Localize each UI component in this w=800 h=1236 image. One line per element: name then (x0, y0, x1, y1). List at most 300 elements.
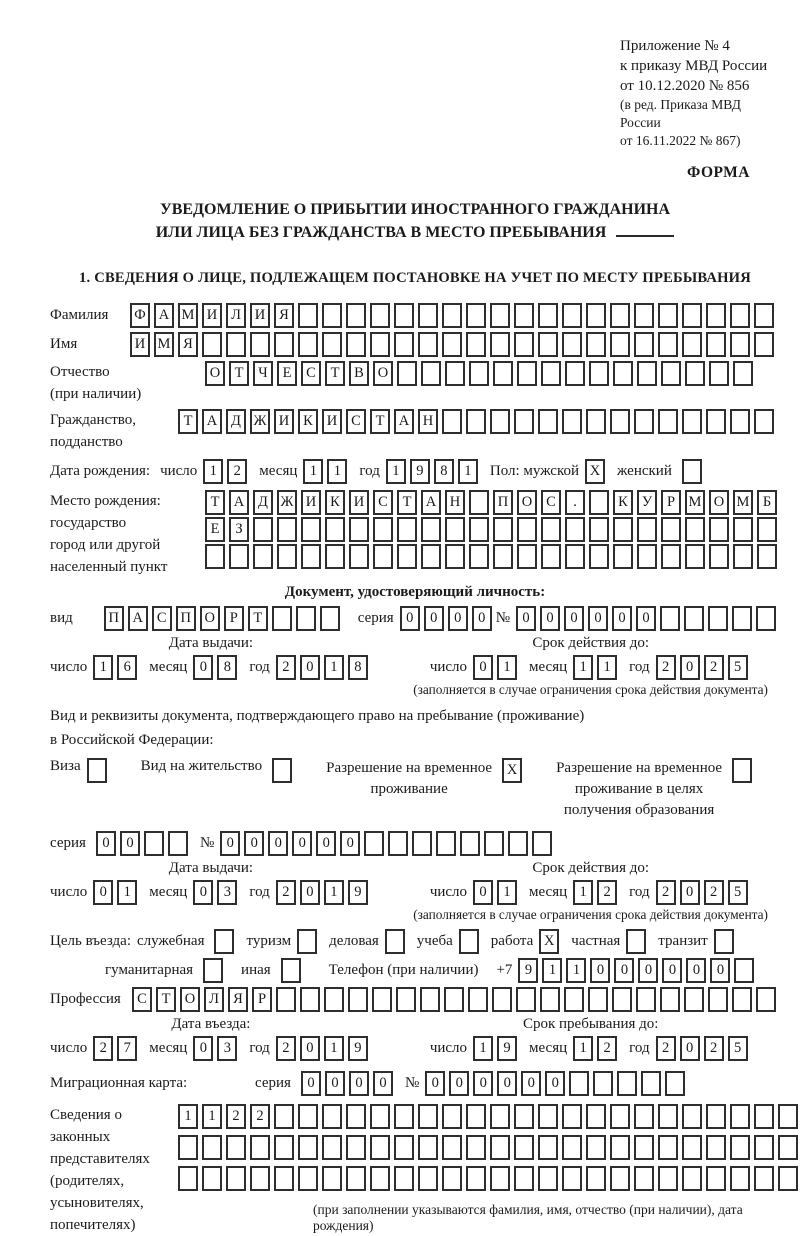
birthplace-cell[interactable] (757, 544, 777, 569)
firstname-cell[interactable] (442, 332, 462, 357)
surname-cell[interactable] (634, 303, 654, 328)
citizenship-cell[interactable]: Д (226, 409, 246, 434)
patronymic-cell[interactable]: Т (229, 361, 249, 386)
representative-cell[interactable] (682, 1166, 702, 1191)
firstname-cell[interactable] (658, 332, 678, 357)
firstname-cell[interactable] (562, 332, 582, 357)
citizenship-cell[interactable] (562, 409, 582, 434)
permit-series-cell[interactable] (144, 831, 164, 856)
representative-cell[interactable] (562, 1166, 582, 1191)
permit-issue-day-cell[interactable]: 0 (93, 880, 113, 905)
surname-cell[interactable] (442, 303, 462, 328)
representative-cell[interactable] (586, 1135, 606, 1160)
profession-cell[interactable] (564, 987, 584, 1012)
birthplace-cell[interactable]: И (349, 490, 369, 515)
representative-cell[interactable] (706, 1166, 726, 1191)
firstname-cell[interactable] (418, 332, 438, 357)
migration-number-cell[interactable] (569, 1071, 589, 1096)
birthplace-cell[interactable]: О (517, 490, 537, 515)
doc-number-cell[interactable]: 0 (564, 606, 584, 631)
permit-issue-year-cell[interactable]: 2 (276, 880, 296, 905)
citizenship-cell[interactable] (466, 409, 486, 434)
profession-cell[interactable]: Р (252, 987, 272, 1012)
birthplace-cell[interactable] (469, 490, 489, 515)
citizenship-cell[interactable] (730, 409, 750, 434)
stay-month-cell[interactable]: 1 (573, 1036, 593, 1061)
official-checkbox[interactable] (214, 929, 234, 954)
birth-year-cell[interactable]: 8 (434, 459, 454, 484)
birthplace-cell[interactable]: О (709, 490, 729, 515)
birthplace-cell[interactable]: Б (757, 490, 777, 515)
surname-cell[interactable] (370, 303, 390, 328)
stay-year-cell[interactable]: 2 (656, 1036, 676, 1061)
representative-cell[interactable] (370, 1135, 390, 1160)
profession-cell[interactable] (660, 987, 680, 1012)
firstname-cell[interactable] (610, 332, 630, 357)
firstname-cell[interactable] (202, 332, 222, 357)
firstname-cell[interactable] (706, 332, 726, 357)
issue-day-cell[interactable]: 1 (93, 655, 113, 680)
profession-cell[interactable]: Я (228, 987, 248, 1012)
firstname-cell[interactable] (754, 332, 774, 357)
migration-number-cell[interactable]: 0 (521, 1071, 541, 1096)
birthplace-cell[interactable] (349, 544, 369, 569)
birthplace-cell[interactable]: Д (253, 490, 273, 515)
doc-number-cell[interactable]: 0 (516, 606, 536, 631)
doc-number-cell[interactable] (708, 606, 728, 631)
representative-cell[interactable] (346, 1166, 366, 1191)
permit-number-cell[interactable] (412, 831, 432, 856)
doc-series-cell[interactable]: 0 (472, 606, 492, 631)
doc-number-cell[interactable] (684, 606, 704, 631)
entry-day-cell[interactable]: 7 (117, 1036, 137, 1061)
birthplace-cell[interactable]: Е (205, 517, 225, 542)
profession-cell[interactable] (708, 987, 728, 1012)
male-checkbox[interactable]: X (585, 459, 605, 484)
birth-year-cell[interactable]: 9 (410, 459, 430, 484)
surname-cell[interactable]: И (250, 303, 270, 328)
firstname-cell[interactable] (346, 332, 366, 357)
permit-series-cell[interactable] (168, 831, 188, 856)
surname-cell[interactable] (346, 303, 366, 328)
surname-cell[interactable] (394, 303, 414, 328)
issue-year-cell[interactable]: 2 (276, 655, 296, 680)
birth-year-cell[interactable]: 1 (458, 459, 478, 484)
patronymic-cell[interactable] (541, 361, 561, 386)
surname-cell[interactable] (754, 303, 774, 328)
firstname-cell[interactable] (394, 332, 414, 357)
birthplace-cell[interactable] (709, 544, 729, 569)
birthplace-cell[interactable] (421, 517, 441, 542)
migration-number-cell[interactable]: 0 (425, 1071, 445, 1096)
representative-cell[interactable] (442, 1166, 462, 1191)
work-checkbox[interactable]: X (539, 929, 559, 954)
representative-cell[interactable] (346, 1135, 366, 1160)
firstname-cell[interactable] (490, 332, 510, 357)
birthplace-cell[interactable] (373, 517, 393, 542)
representative-cell[interactable] (490, 1135, 510, 1160)
migration-number-cell[interactable]: 0 (473, 1071, 493, 1096)
birthplace-cell[interactable] (541, 517, 561, 542)
representative-cell[interactable] (586, 1166, 606, 1191)
issue-year-cell[interactable]: 0 (300, 655, 320, 680)
representative-cell[interactable] (394, 1135, 414, 1160)
birthplace-cell[interactable] (277, 517, 297, 542)
representative-cell[interactable] (418, 1135, 438, 1160)
surname-cell[interactable]: М (178, 303, 198, 328)
citizenship-cell[interactable]: Ж (250, 409, 270, 434)
issue-day-cell[interactable]: 6 (117, 655, 137, 680)
doc-number-cell[interactable] (660, 606, 680, 631)
representative-cell[interactable] (370, 1104, 390, 1129)
migration-number-cell[interactable] (665, 1071, 685, 1096)
doc-type-cell[interactable] (272, 606, 292, 631)
representative-cell[interactable] (658, 1135, 678, 1160)
birthplace-cell[interactable]: Т (205, 490, 225, 515)
doc-series-cell[interactable]: 0 (400, 606, 420, 631)
permit-expiry-year-cell[interactable]: 2 (656, 880, 676, 905)
citizenship-cell[interactable] (442, 409, 462, 434)
birthplace-cell[interactable] (733, 517, 753, 542)
representative-cell[interactable] (274, 1104, 294, 1129)
surname-cell[interactable] (538, 303, 558, 328)
phone-digit-cell[interactable]: 0 (614, 958, 634, 983)
doc-type-cell[interactable] (320, 606, 340, 631)
permit-number-cell[interactable]: 0 (244, 831, 264, 856)
permit-expiry-year-cell[interactable]: 0 (680, 880, 700, 905)
doc-number-cell[interactable]: 0 (636, 606, 656, 631)
birthplace-cell[interactable] (301, 517, 321, 542)
patronymic-cell[interactable] (709, 361, 729, 386)
stay-year-cell[interactable]: 0 (680, 1036, 700, 1061)
surname-cell[interactable]: Л (226, 303, 246, 328)
citizenship-cell[interactable]: А (202, 409, 222, 434)
birth-day-cell[interactable]: 2 (227, 459, 247, 484)
birthplace-cell[interactable] (613, 544, 633, 569)
profession-cell[interactable] (300, 987, 320, 1012)
profession-cell[interactable] (372, 987, 392, 1012)
birthplace-cell[interactable] (613, 517, 633, 542)
representative-cell[interactable] (466, 1166, 486, 1191)
profession-cell[interactable] (732, 987, 752, 1012)
patronymic-cell[interactable] (637, 361, 657, 386)
surname-cell[interactable] (730, 303, 750, 328)
permit-issue-year-cell[interactable]: 0 (300, 880, 320, 905)
representative-cell[interactable] (754, 1104, 774, 1129)
representative-cell[interactable] (202, 1166, 222, 1191)
birthplace-cell[interactable] (205, 544, 225, 569)
permit-issue-year-cell[interactable]: 1 (324, 880, 344, 905)
surname-cell[interactable] (562, 303, 582, 328)
phone-digit-cell[interactable]: 0 (710, 958, 730, 983)
birthplace-cell[interactable] (661, 517, 681, 542)
representative-cell[interactable] (610, 1104, 630, 1129)
residence-permit-checkbox[interactable] (272, 758, 292, 783)
expiry-year-cell[interactable]: 2 (704, 655, 724, 680)
doc-type-cell[interactable]: А (128, 606, 148, 631)
profession-cell[interactable] (516, 987, 536, 1012)
phone-digit-cell[interactable]: 9 (518, 958, 538, 983)
profession-cell[interactable] (324, 987, 344, 1012)
profession-cell[interactable] (420, 987, 440, 1012)
doc-number-cell[interactable]: 0 (540, 606, 560, 631)
representative-cell[interactable] (178, 1135, 198, 1160)
patronymic-cell[interactable] (493, 361, 513, 386)
representative-cell[interactable] (274, 1135, 294, 1160)
permit-expiry-year-cell[interactable]: 5 (728, 880, 748, 905)
temp-permit-checkbox[interactable]: X (502, 758, 522, 783)
birthplace-cell[interactable] (589, 490, 609, 515)
profession-cell[interactable] (276, 987, 296, 1012)
expiry-day-cell[interactable]: 0 (473, 655, 493, 680)
birthplace-cell[interactable] (637, 517, 657, 542)
profession-cell[interactable] (540, 987, 560, 1012)
birthplace-cell[interactable] (445, 544, 465, 569)
representative-cell[interactable] (514, 1135, 534, 1160)
surname-cell[interactable] (418, 303, 438, 328)
representative-cell[interactable] (754, 1166, 774, 1191)
phone-digit-cell[interactable]: 0 (662, 958, 682, 983)
birthplace-cell[interactable]: З (229, 517, 249, 542)
surname-cell[interactable] (514, 303, 534, 328)
issue-year-cell[interactable]: 8 (348, 655, 368, 680)
permit-number-cell[interactable]: 0 (268, 831, 288, 856)
birthplace-cell[interactable] (325, 517, 345, 542)
representative-cell[interactable] (538, 1135, 558, 1160)
profession-cell[interactable] (348, 987, 368, 1012)
permit-number-cell[interactable]: 0 (340, 831, 360, 856)
permit-series-cell[interactable]: 0 (96, 831, 116, 856)
representative-cell[interactable] (490, 1104, 510, 1129)
birthplace-cell[interactable] (685, 517, 705, 542)
permit-number-cell[interactable]: 0 (292, 831, 312, 856)
patronymic-cell[interactable]: О (205, 361, 225, 386)
birthplace-cell[interactable]: С (373, 490, 393, 515)
patronymic-cell[interactable] (565, 361, 585, 386)
permit-number-cell[interactable]: 0 (220, 831, 240, 856)
birthplace-cell[interactable] (661, 544, 681, 569)
birthplace-cell[interactable] (373, 544, 393, 569)
expiry-day-cell[interactable]: 1 (497, 655, 517, 680)
permit-expiry-month-cell[interactable]: 1 (573, 880, 593, 905)
birthplace-cell[interactable] (469, 517, 489, 542)
business-checkbox[interactable] (385, 929, 405, 954)
representative-cell[interactable] (298, 1104, 318, 1129)
entry-day-cell[interactable]: 2 (93, 1036, 113, 1061)
patronymic-cell[interactable] (469, 361, 489, 386)
representative-cell[interactable] (658, 1104, 678, 1129)
citizenship-cell[interactable]: И (322, 409, 342, 434)
citizenship-cell[interactable] (490, 409, 510, 434)
citizenship-cell[interactable]: К (298, 409, 318, 434)
representative-cell[interactable] (418, 1104, 438, 1129)
surname-cell[interactable] (706, 303, 726, 328)
representative-cell[interactable] (778, 1135, 798, 1160)
representative-cell[interactable] (250, 1166, 270, 1191)
representative-cell[interactable] (538, 1166, 558, 1191)
study-checkbox[interactable] (459, 929, 479, 954)
patronymic-cell[interactable] (613, 361, 633, 386)
representative-cell[interactable] (466, 1135, 486, 1160)
firstname-cell[interactable] (274, 332, 294, 357)
representative-cell[interactable] (466, 1104, 486, 1129)
representative-cell[interactable] (706, 1135, 726, 1160)
surname-cell[interactable] (658, 303, 678, 328)
representative-cell[interactable] (202, 1135, 222, 1160)
entry-year-cell[interactable]: 9 (348, 1036, 368, 1061)
citizenship-cell[interactable] (706, 409, 726, 434)
doc-type-cell[interactable]: П (104, 606, 124, 631)
birthplace-cell[interactable]: У (637, 490, 657, 515)
birthplace-cell[interactable] (565, 517, 585, 542)
birthplace-cell[interactable]: М (685, 490, 705, 515)
transit-checkbox[interactable] (714, 929, 734, 954)
expiry-year-cell[interactable]: 5 (728, 655, 748, 680)
stay-year-cell[interactable]: 2 (704, 1036, 724, 1061)
phone-digit-cell[interactable]: 0 (590, 958, 610, 983)
birth-year-cell[interactable]: 1 (386, 459, 406, 484)
migration-number-cell[interactable] (593, 1071, 613, 1096)
other-checkbox[interactable] (281, 958, 301, 983)
birthplace-cell[interactable]: П (493, 490, 513, 515)
migration-series-cell[interactable]: 0 (325, 1071, 345, 1096)
representative-cell[interactable]: 2 (226, 1104, 246, 1129)
birthplace-cell[interactable]: . (565, 490, 585, 515)
birthplace-cell[interactable] (637, 544, 657, 569)
birthplace-cell[interactable] (493, 517, 513, 542)
profession-cell[interactable] (492, 987, 512, 1012)
citizenship-cell[interactable] (514, 409, 534, 434)
expiry-month-cell[interactable]: 1 (597, 655, 617, 680)
birthplace-cell[interactable] (301, 544, 321, 569)
citizenship-cell[interactable]: Т (370, 409, 390, 434)
expiry-year-cell[interactable]: 0 (680, 655, 700, 680)
surname-cell[interactable]: А (154, 303, 174, 328)
surname-cell[interactable] (490, 303, 510, 328)
edu-permit-checkbox[interactable] (732, 758, 752, 783)
representative-cell[interactable]: 1 (202, 1104, 222, 1129)
doc-type-cell[interactable]: О (200, 606, 220, 631)
firstname-cell[interactable] (466, 332, 486, 357)
permit-number-cell[interactable] (508, 831, 528, 856)
patronymic-cell[interactable] (397, 361, 417, 386)
representative-cell[interactable] (634, 1135, 654, 1160)
tourism-checkbox[interactable] (297, 929, 317, 954)
profession-cell[interactable] (468, 987, 488, 1012)
birthplace-cell[interactable] (565, 544, 585, 569)
permit-number-cell[interactable] (484, 831, 504, 856)
surname-cell[interactable] (466, 303, 486, 328)
doc-series-cell[interactable]: 0 (448, 606, 468, 631)
profession-cell[interactable]: Т (156, 987, 176, 1012)
permit-number-cell[interactable] (460, 831, 480, 856)
birthplace-cell[interactable] (253, 544, 273, 569)
expiry-year-cell[interactable]: 2 (656, 655, 676, 680)
patronymic-cell[interactable] (733, 361, 753, 386)
doc-number-cell[interactable]: 0 (588, 606, 608, 631)
birthplace-cell[interactable] (709, 517, 729, 542)
birthplace-cell[interactable]: Р (661, 490, 681, 515)
entry-year-cell[interactable]: 0 (300, 1036, 320, 1061)
representative-cell[interactable] (634, 1166, 654, 1191)
entry-month-cell[interactable]: 0 (193, 1036, 213, 1061)
birthplace-cell[interactable]: А (229, 490, 249, 515)
permit-issue-month-cell[interactable]: 3 (217, 880, 237, 905)
migration-number-cell[interactable]: 0 (545, 1071, 565, 1096)
birthplace-cell[interactable] (253, 517, 273, 542)
profession-cell[interactable] (684, 987, 704, 1012)
profession-cell[interactable] (612, 987, 632, 1012)
birthplace-cell[interactable]: С (541, 490, 561, 515)
representative-cell[interactable] (370, 1166, 390, 1191)
birthplace-cell[interactable] (493, 544, 513, 569)
birthplace-cell[interactable] (733, 544, 753, 569)
stay-year-cell[interactable]: 5 (728, 1036, 748, 1061)
representative-cell[interactable] (730, 1166, 750, 1191)
representative-cell[interactable] (346, 1104, 366, 1129)
permit-expiry-year-cell[interactable]: 2 (704, 880, 724, 905)
profession-cell[interactable] (396, 987, 416, 1012)
birthplace-cell[interactable] (325, 544, 345, 569)
patronymic-cell[interactable] (589, 361, 609, 386)
expiry-month-cell[interactable]: 1 (573, 655, 593, 680)
birthplace-cell[interactable] (349, 517, 369, 542)
birthplace-cell[interactable]: И (301, 490, 321, 515)
profession-cell[interactable] (636, 987, 656, 1012)
doc-number-cell[interactable] (756, 606, 776, 631)
citizenship-cell[interactable] (658, 409, 678, 434)
firstname-cell[interactable] (250, 332, 270, 357)
citizenship-cell[interactable]: И (274, 409, 294, 434)
birthplace-cell[interactable] (397, 544, 417, 569)
permit-issue-day-cell[interactable]: 1 (117, 880, 137, 905)
doc-type-cell[interactable] (296, 606, 316, 631)
birthplace-cell[interactable]: М (733, 490, 753, 515)
doc-type-cell[interactable]: Т (248, 606, 268, 631)
firstname-cell[interactable] (322, 332, 342, 357)
representative-cell[interactable]: 1 (178, 1104, 198, 1129)
representative-cell[interactable] (778, 1166, 798, 1191)
representative-cell[interactable] (562, 1135, 582, 1160)
citizenship-cell[interactable]: Т (178, 409, 198, 434)
representative-cell[interactable] (178, 1166, 198, 1191)
representative-cell[interactable] (442, 1135, 462, 1160)
profession-cell[interactable]: О (180, 987, 200, 1012)
permit-number-cell[interactable] (388, 831, 408, 856)
patronymic-cell[interactable]: Е (277, 361, 297, 386)
citizenship-cell[interactable] (634, 409, 654, 434)
female-checkbox[interactable] (682, 459, 702, 484)
representative-cell[interactable] (250, 1135, 270, 1160)
firstname-cell[interactable]: Я (178, 332, 198, 357)
stay-day-cell[interactable]: 1 (473, 1036, 493, 1061)
patronymic-cell[interactable] (445, 361, 465, 386)
entry-year-cell[interactable]: 1 (324, 1036, 344, 1061)
birthplace-cell[interactable] (757, 517, 777, 542)
citizenship-cell[interactable]: С (346, 409, 366, 434)
profession-cell[interactable]: С (132, 987, 152, 1012)
firstname-cell[interactable] (514, 332, 534, 357)
issue-month-cell[interactable]: 0 (193, 655, 213, 680)
citizenship-cell[interactable] (538, 409, 558, 434)
surname-cell[interactable] (298, 303, 318, 328)
birthplace-cell[interactable]: К (613, 490, 633, 515)
representative-cell[interactable] (562, 1104, 582, 1129)
representative-cell[interactable] (538, 1104, 558, 1129)
permit-expiry-day-cell[interactable]: 0 (473, 880, 493, 905)
migration-number-cell[interactable] (641, 1071, 661, 1096)
firstname-cell[interactable] (538, 332, 558, 357)
